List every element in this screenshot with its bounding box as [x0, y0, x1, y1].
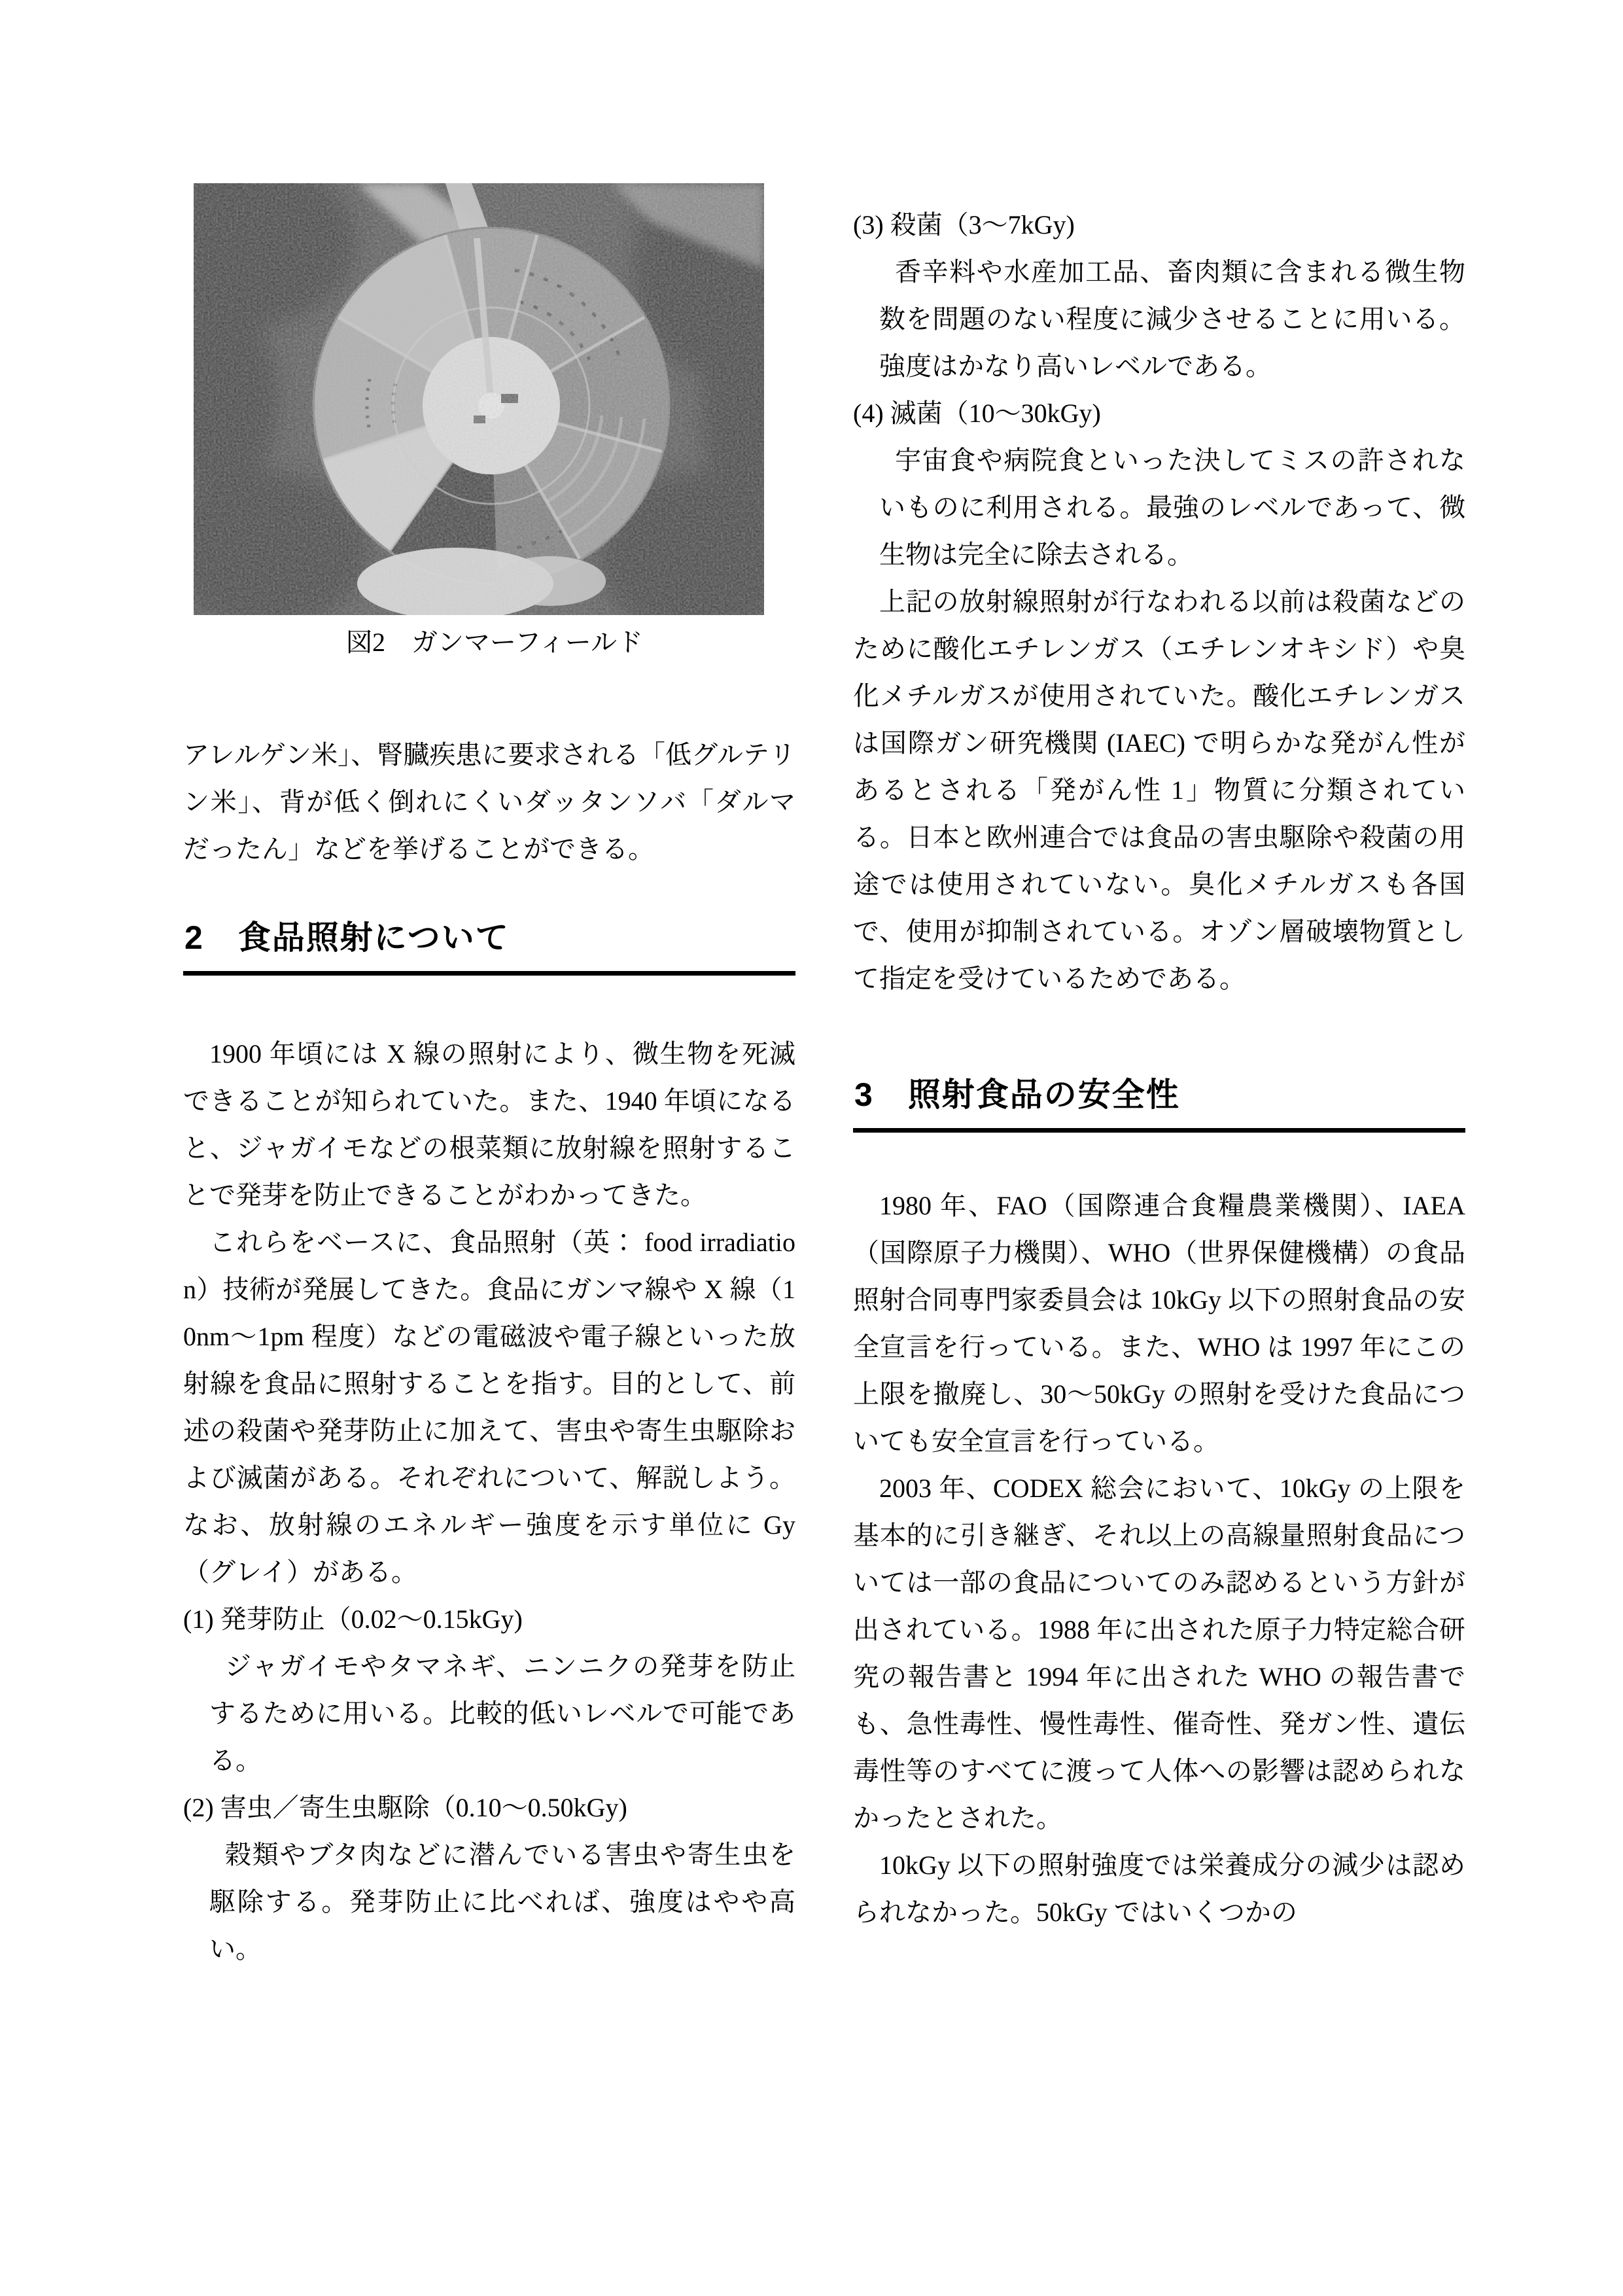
- list-item-3-head: (3) 殺菌（3～7kGy): [853, 210, 1075, 239]
- two-column-layout: [183, 183, 1465, 1973]
- list-item-4: [853, 390, 1465, 578]
- paragraph-overview: これらをベースに、食品照射（英： food irradiation）技術が発展してきた。食品にガンマ線や X 線（10nm～1pm 程度）などの電磁波や電子線といった放射線を食品に照射することを指す。目的として、前述の殺菌や発芽防止に加えて、害虫や寄生虫駆除および滅菌がある。それぞれについて、解説しよう。なお、放射線のエネルギー強度を示す単位に Gy（グレイ）がある。: [183, 1227, 795, 1587]
- gamma-field-aerial-photo: [194, 183, 764, 615]
- paragraph-history: 1900 年頃には X 線の照射により、微生物を死滅できることが知られていた。また、1940 年頃になると、ジャガイモなどの根菜類に放射線を照射することで発芽を防止できることがわかってきた。: [183, 1039, 795, 1210]
- list-item-1: [183, 1596, 795, 1784]
- section-2-heading: 2 食品照射について: [183, 919, 795, 976]
- list-item-2-body: 穀類やブタ肉などに潜んでいる害虫や寄生虫を駆除する。発芽防止に比べれば、強度はやや高い。: [209, 1840, 795, 1964]
- list-item-2-head: (2) 害虫／寄生虫駆除（0.10～0.50kGy): [183, 1793, 627, 1822]
- left-column: [183, 183, 795, 1973]
- list-item-1-body: ジャガイモやタマネギ、ニンニクの発芽を防止するために用いる。比較的低いレベルで可能である。: [209, 1651, 795, 1775]
- paragraph-safety-declaration: 1980 年、FAO（国際連合食糧農業機関）、IAEA（国際原子力機関）、WHO（世界保健機構）の食品照射合同専門家委員会は 10kGy 以下の照射食品の安全宣言を行っている。また、WHO は 1997 年にこの上限を撤廃し、30～50kGy の照射を受けた食品についても安全宣言を行っている。: [853, 1191, 1465, 1456]
- paragraph-nutrition: 10kGy 以下の照射強度では栄養成分の減少は認められなかった。50kGy ではいくつかの: [853, 1850, 1465, 1927]
- paragraph-fumigants: 上記の放射線照射が行なわれる以前は殺菌などのために酸化エチレンガス（エチレンオキシド）や臭化メチルガスが使用されていた。酸化エチレンガスは国際ガン研究機関 (IAEC) で明らかな発がん性があるとされる「発がん性 1」物質に分類されている。日本と欧州連合では食品の害虫駆除や殺菌の用途では使用されていない。臭化メチルガスも各国で、使用が抑制されている。オゾン層破壊物質として指定を受けているためである。: [853, 587, 1465, 993]
- figure-caption: 図2 ガンマーフィールド: [346, 627, 643, 657]
- section-3-heading: 3 照射食品の安全性: [853, 1076, 1465, 1133]
- list-item-2: [183, 1784, 795, 1973]
- list-item-1-head: (1) 発芽防止（0.02～0.15kGy): [183, 1604, 523, 1634]
- figure-2: [194, 183, 795, 658]
- list-item-3: [853, 202, 1465, 390]
- paragraph-codex: 2003 年、CODEX 総会において、10kGy の上限を基本的に引き継ぎ、それ以上の高線量照射食品については一部の食品についてのみ認めるという方針が出されている。1988 年に出された原子力特定総合研究の報告書と 1994 年に出された WHO の報告書でも、急性毒性、慢性毒性、催奇性、発ガン性、遺伝毒性等のすべてに渡って人体への影響は認められなかったとされた。: [853, 1474, 1465, 1833]
- right-column: [853, 183, 1465, 1973]
- list-item-4-head: (4) 滅菌（10～30kGy): [853, 398, 1101, 428]
- list-item-3-body: 香辛料や水産加工品、畜肉類に含まれる微生物数を問題のない程度に減少させることに用いる。強度はかなり高いレベルである。: [879, 257, 1465, 381]
- list-item-4-body: 宇宙食や病院食といった決してミスの許されないものに利用される。最強のレベルであって、微生物は完全に除去される。: [879, 446, 1465, 569]
- paragraph-continuation: アレルゲン米」、腎臓疾患に要求される「低グルテリン米」、背が低く倒れにくいダッタンソバ「ダルマだったん」などを挙げることができる。: [183, 740, 795, 864]
